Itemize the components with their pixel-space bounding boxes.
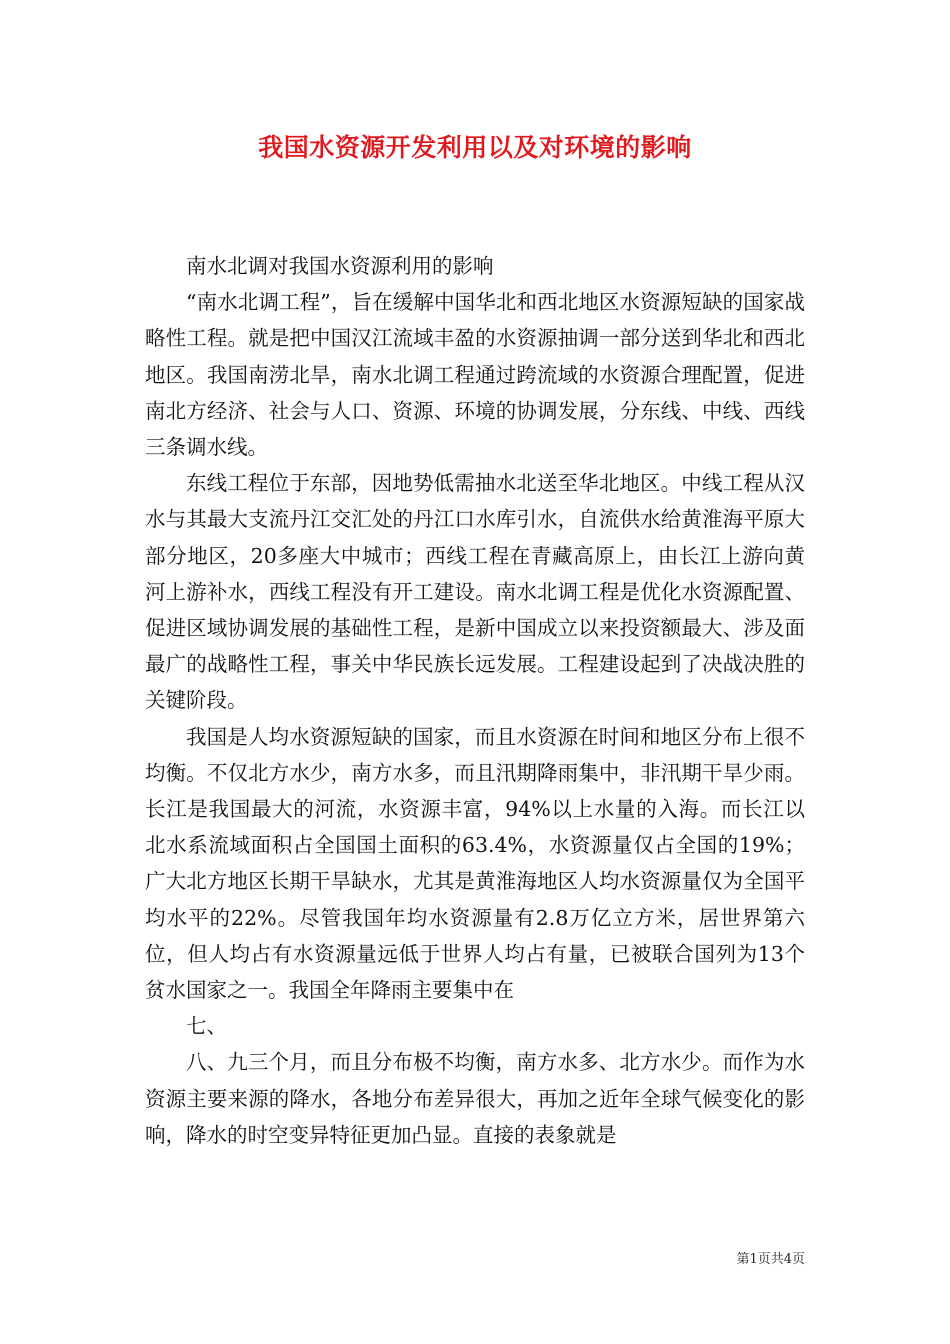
paragraph: 八、九三个月，而且分布极不均衡，南方水多、北方水少。而作为水资源主要来源的降水，各地分布差异很大，再加之近年全球气候变化的影响，降水的时空变异特征更加凸显。直接的表象就是 bbox=[145, 1050, 805, 1147]
paragraph-heading: 南水北调对我国水资源利用的影响 bbox=[186, 254, 494, 278]
paragraph: 七、 bbox=[186, 1014, 227, 1039]
paragraph: “南水北调工程”，旨在缓解中国华北和西北地区水资源短缺的国家战略性工程。就是把中国汉江流域丰盈的水资源抽调一部分送到华北和西北地区。我国南涝北旱，南水北调工程通过跨流域的水资源合理配置，促进南北方经济、社会与人口、资源、环境的协调发展，分东线、中线、西线三条调水线。 bbox=[145, 290, 805, 460]
page-number-footer: 第1页共4页 bbox=[736, 1252, 805, 1267]
paragraph: 东线工程位于东部，因地势低需抽水北送至华北地区。中线工程从汉水与其最大支流丹江交汇处的丹江口水库引水，自流供水给黄淮海平原大部分地区，20多座大中城市；西线工程在青藏高原上，由长江上游向黄河上游补水，西线工程没有开工建设。南水北调工程是优化水资源配置、促进区域协调发展的基础性工程，是新中国成立以来投资额最大、涉及面最广的战略性工程，事关中华民族长远发展。工程建设起到了决战决胜的关键阶段。 bbox=[145, 471, 805, 713]
document-body bbox=[145, 248, 805, 1153]
document-title: 我国水资源开发利用以及对环境的影响 bbox=[258, 133, 692, 162]
paragraph: 我国是人均水资源短缺的国家，而且水资源在时间和地区分布上很不均衡。不仅北方水少，南方水多，而且汛期降雨集中，非汛期干旱少雨。长江是我国最大的河流，水资源丰富，94%以上水量的入海。而长江以北水系流域面积占全国国土面积的63.4%，水资源量仅占全国的19%；广大北方地区长期干旱缺水，尤其是黄淮海地区人均水资源量仅为全国平均水平的22%。尽管我国年均水资源量有2.8万亿立方米，居世界第六位，但人均占有水资源量远低于世界人均占有量，已被联合国列为13个贫水国家之一。我国全年降雨主要集中在 bbox=[145, 724, 805, 1003]
